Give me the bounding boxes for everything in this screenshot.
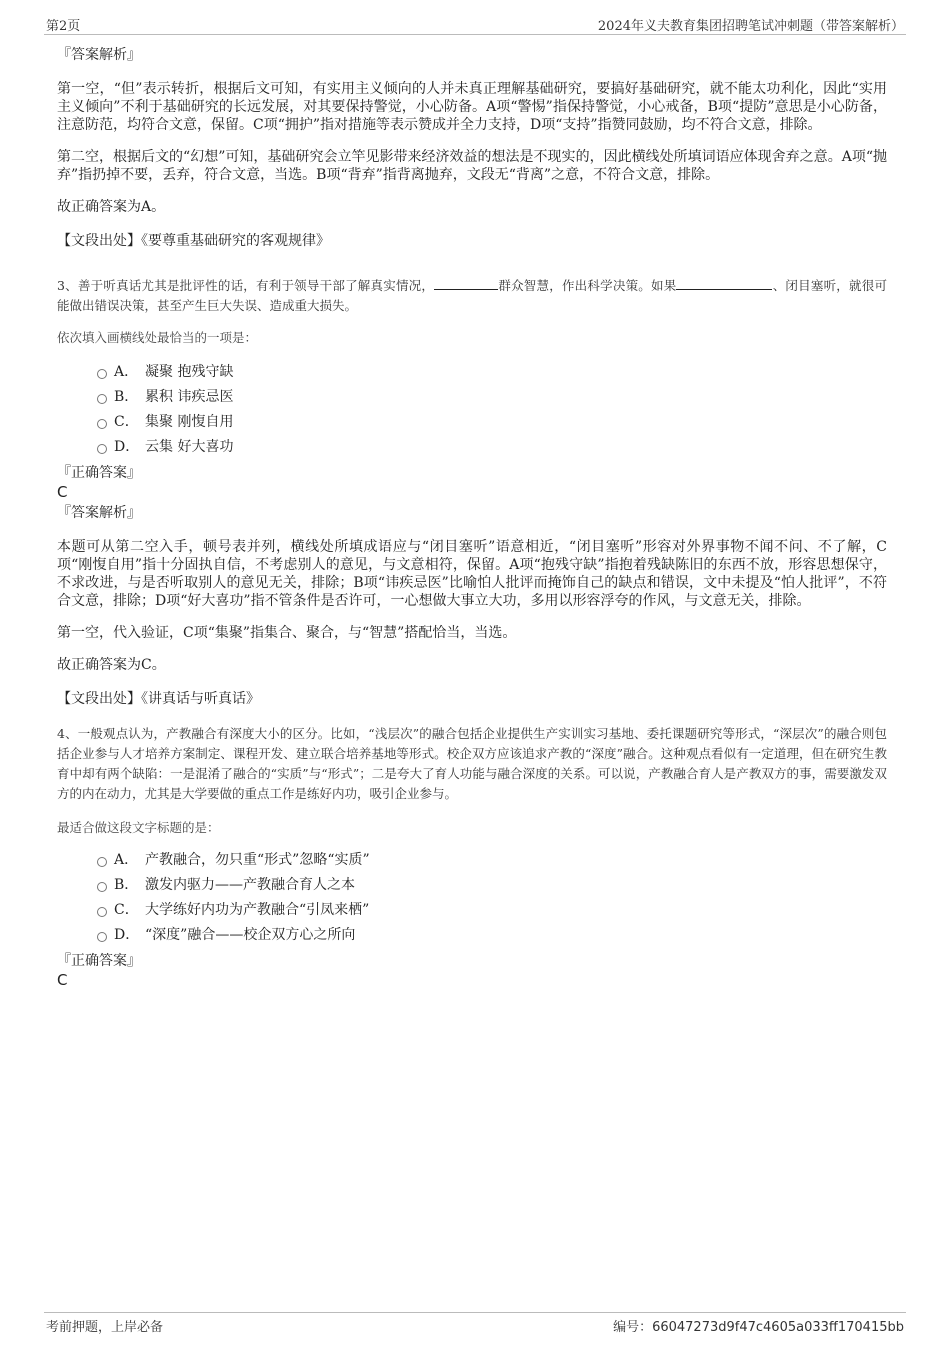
radio-icon[interactable] xyxy=(97,394,107,404)
question-prompt: 最适合做这段文字标题的是： xyxy=(57,820,220,835)
question-prompt: 依次填入画横线处最恰当的一项是： xyxy=(57,330,258,345)
option-list xyxy=(57,848,887,948)
correct-answer: C xyxy=(57,971,68,989)
option-list xyxy=(57,360,887,460)
conclusion: 故正确答案为C。 xyxy=(57,657,166,673)
option-b[interactable]: B． 激发内驱力——产教融合育人之本 xyxy=(57,873,887,898)
analysis-paragraph: 第一空，“但”表示转折，根据后文可知，有实用主义倾向的人并未真正理解基础研究，要搞好基础研究，就不能太功利化，因此“实用主义倾向”不利于基础研究的长远发展，对其要保持警觉，小心防备。A项“警惕”指保持警觉，小心戒备，B项“提防”意思是小心防备，注意防范，均符合文意，保留。C项“拥护”指对措施等表示赞成并全力支持，D项“支持”指赞同鼓励，均不符合文意，排除。 xyxy=(57,81,887,133)
conclusion: 故正确答案为A。 xyxy=(57,199,166,215)
option-b[interactable]: B． 累积 讳疾忌医 xyxy=(57,385,887,410)
source-note: 【文段出处】《讲真话与听真话》 xyxy=(57,691,260,707)
page-content xyxy=(57,46,887,990)
option-d[interactable]: D． 云集 好大喜功 xyxy=(57,435,887,460)
source-note: 【文段出处】《要尊重基础研究的客观规律》 xyxy=(57,233,330,249)
document-code: 编号：66047273d9f47c4605a033ff170415bb xyxy=(613,1320,904,1335)
correct-answer: C xyxy=(57,483,68,501)
analysis-label: 『答案解析』 xyxy=(57,47,141,63)
fill-blank xyxy=(434,277,498,290)
analysis-paragraph: 第一空，代入验证，C项“集聚”指集合、聚合，与“智慧”搭配恰当，当选。 xyxy=(57,625,517,641)
answer-label: 『正确答案』 xyxy=(57,465,141,481)
option-c[interactable]: C． 大学练好内功为产教融合“引凤来栖” xyxy=(57,898,887,923)
option-c[interactable]: C． 集聚 刚愎自用 xyxy=(57,410,887,435)
document-title: 2024年义夫教育集团招聘笔试冲刺题（带答案解析） xyxy=(597,19,904,34)
analysis-paragraph: 本题可从第二空入手，顿号表并列，横线处所填成语应与“闭目塞听”语意相近，“闭目塞听”形容对外界事物不闻不问、不了解，C项“刚愎自用”指十分固执自信，不考虑别人的意见，与文意相符，保留。A项“抱残守缺”指抱着残缺陈旧的东西不放，形容思想保守，不求改进，与是否听取别人的意见无关，排除；B项“讳疾忌医”比喻怕人批评而掩饰自己的缺点和错误，文中未提及“怕人批评”，不符合文意，排除；D项“好大喜功”指不管条件是否许可，一心想做大事立大功，多用以形容浮夸的作风，与文意无关，排除。 xyxy=(57,539,887,609)
question-stem: 3、善于听真话尤其是批评性的话，有利于领导干部了解真实情况， 群众智慧，作出科学决策。如果 、闭目塞听，就很可能做出错误决策，甚至产生巨大失误、造成重大损失。 xyxy=(57,278,887,313)
question-stem: 4、一般观点认为，产教融合有深度大小的区分。比如，“浅层次”的融合包括企业提供生产实训实习基地、委托课题研究等形式，“深层次”的融合则包括企业参与人才培养方案制定、课程开发、建立联合培养基地等形式。校企双方应该追求产教的“深度”融合。这种观点看似有一定道理，但在研究生教育中却有两个缺陷：一是混淆了融合的“实质”与“形式”；二是夸大了育人功能与融合深度的关系。可以说，产教融合育人是产教双方的事，需要激发双方的内在动力，尤其是大学要做的重点工作是练好内功，吸引企业参与。 xyxy=(57,726,887,801)
radio-icon[interactable] xyxy=(97,882,107,892)
page-header xyxy=(44,14,906,35)
answer-label: 『正确答案』 xyxy=(57,953,141,969)
fill-blank xyxy=(676,277,772,290)
page-number: 第2页 xyxy=(46,19,81,34)
page-footer xyxy=(44,1312,906,1335)
radio-icon[interactable] xyxy=(97,369,107,379)
radio-icon[interactable] xyxy=(97,419,107,429)
radio-icon[interactable] xyxy=(97,932,107,942)
option-a[interactable]: A． 产教融合，勿只重“形式”忽略“实质” xyxy=(57,848,887,873)
radio-icon[interactable] xyxy=(97,444,107,454)
footer-slogan: 考前押题，上岸必备 xyxy=(46,1320,164,1335)
option-a[interactable]: A． 凝聚 抱残守缺 xyxy=(57,360,887,385)
analysis-label: 『答案解析』 xyxy=(57,505,141,521)
option-d[interactable]: D． “深度”融合——校企双方心之所向 xyxy=(57,923,887,948)
radio-icon[interactable] xyxy=(97,907,107,917)
analysis-paragraph: 第二空，根据后文的“幻想”可知，基础研究会立竿见影带来经济效益的想法是不现实的，因此横线处所填词语应体现舍弃之意。A项“抛弃”指扔掉不要，丢弃，符合文意，当选。B项“背弃”指背离抛弃，文段无“背离”之意，不符合文意，排除。 xyxy=(57,149,887,183)
radio-icon[interactable] xyxy=(97,857,107,867)
